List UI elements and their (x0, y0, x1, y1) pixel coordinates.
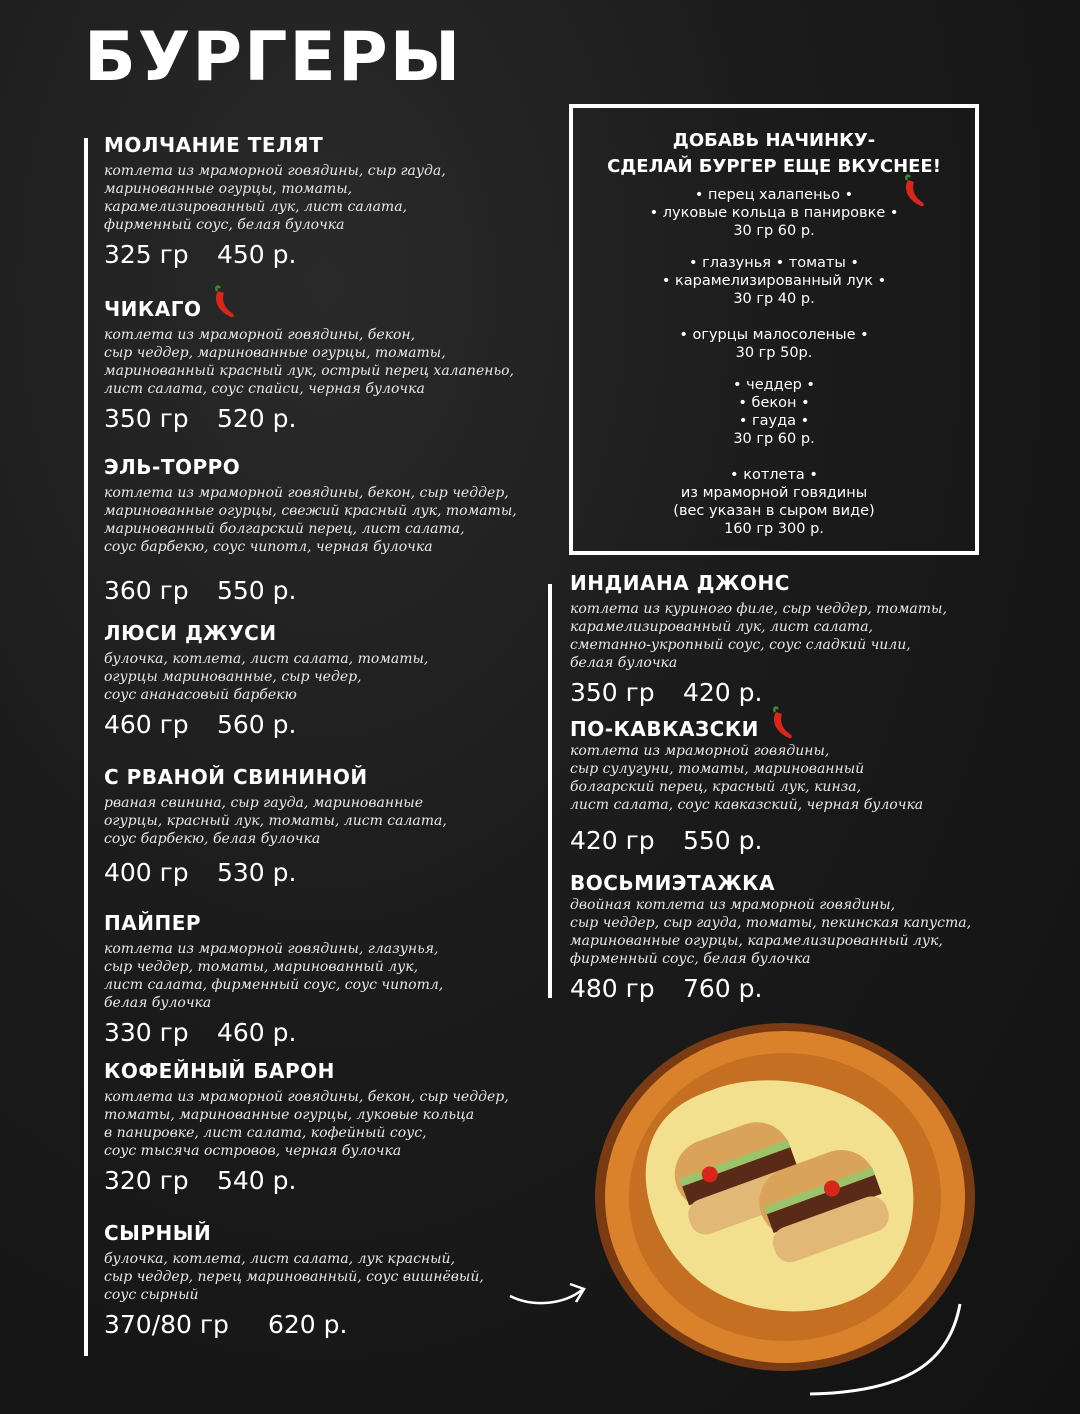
item-description: двойная котлета из мраморной говядины, сыр чеддер, сыр гауда, томаты, пекинская капуста, маринованные огурцы, карамелизированный лук, фирменный соус, белая булочка (570, 897, 972, 967)
item-name: ВОСЬМИЭТАЖКА (570, 871, 775, 895)
chili-pepper-icon (765, 706, 795, 740)
page-title: БУРГЕРЫ (84, 18, 463, 97)
item-price: 560 р. (217, 710, 297, 739)
item-price: 460 р. (217, 1018, 297, 1047)
item-price-line (104, 1312, 484, 1337)
item-price-line (570, 680, 947, 705)
menu-item-molchanie-telyat (104, 134, 446, 267)
item-weight: 420 гр (570, 826, 655, 855)
menu-item-el-torro (104, 456, 517, 603)
decorative-swoosh (800, 1300, 970, 1400)
item-price: 450 р. (217, 240, 297, 269)
toppings-group: • чеддер • • бекон • • гауда • 30 гр 60 р. (733, 377, 815, 447)
item-price: 550 р. (683, 826, 763, 855)
item-price-line (104, 712, 428, 737)
item-description: булочка, котлета, лист салата, лук красный, сыр чеддер, перец маринованный, соус вишнёвый, соус сырный (104, 1251, 484, 1303)
item-weight: 360 гр (104, 576, 189, 605)
item-price: 760 р. (683, 974, 763, 1003)
item-description: рваная свинина, сыр гауда, маринованные огурцы, красный лук, томаты, лист салата, соус барбекю, белая булочка (104, 795, 447, 847)
toppings-group: • огурцы малосоленые • 30 гр 50р. (679, 327, 869, 361)
toppings-heading: ДОБАВЬ НАЧИНКУ- СДЕЛАЙ БУРГЕР ЕЩЕ ВКУСНЕЕ! (607, 130, 941, 177)
item-price: 550 р. (217, 576, 297, 605)
item-price: 530 р. (217, 858, 297, 887)
toppings-group: • глазунья • томаты • • карамелизированный лук • 30 гр 40 р. (661, 255, 887, 307)
item-price-line (570, 828, 923, 853)
item-price-line (570, 976, 971, 1001)
item-description: котлета из мраморной говядины, бекон, сыр чеддер, маринованные огурцы, свежий красный лук, томаты, маринованный болгарский перец, лист салата, соус барбекю, соус чипотл, черная булочка (104, 485, 517, 555)
item-name: СЫРНЫЙ (104, 1221, 212, 1245)
menu-item-syrny (104, 1222, 484, 1337)
item-weight: 320 гр (104, 1166, 189, 1195)
item-weight: 350 гр (104, 404, 189, 433)
item-price: 420 р. (683, 678, 763, 707)
item-price-line (104, 242, 446, 267)
item-price-line (104, 406, 514, 431)
item-description: котлета из мраморной говядины, бекон, сыр чеддер, маринованные огурцы, томаты, маринованный красный лук, острый перец халапеньо, лист салата, соус спайси, черная булочка (104, 327, 514, 397)
item-description: котлета из мраморной говядины, глазунья, сыр чеддер, томаты, маринованный лук, лист салата, фирменный соус, соус чипотл, белая булочка (104, 941, 444, 1011)
item-name: ПАЙПЕР (104, 911, 202, 935)
item-price: 540 р. (217, 1166, 297, 1195)
item-description: котлета из мраморной говядины, бекон, сыр чеддер, томаты, маринованные огурцы, луковые кольца в панировке, лист салата, кофейный соус, соус тысяча островов, черная булочка (104, 1089, 509, 1159)
menu-item-kofeyny-baron (104, 1060, 509, 1193)
menu-item-chikago (104, 284, 514, 431)
item-description: котлета из куриного филе, сыр чеддер, томаты, карамелизированный лук, лист салата, сметанно-укропный соус, соус сладкий чили, белая булочка (570, 601, 947, 671)
item-weight: 400 гр (104, 858, 189, 887)
item-weight: 370/80 гр (104, 1310, 229, 1339)
item-price-line (104, 860, 447, 885)
right-column-rule (548, 584, 552, 998)
item-name: МОЛЧАНИЕ ТЕЛЯТ (104, 133, 324, 157)
item-price: 520 р. (217, 404, 297, 433)
item-price: 620 р. (268, 1310, 348, 1339)
item-weight: 480 гр (570, 974, 655, 1003)
item-description: булочка, котлета, лист салата, томаты, огурцы маринованные, сыр чедер, соус ананасовый барбекю (104, 651, 429, 703)
menu-item-indiana-dzhons (570, 572, 947, 705)
item-price-line (104, 578, 517, 603)
curved-arrow-icon (506, 1278, 590, 1308)
item-weight: 330 гр (104, 1018, 189, 1047)
item-price-line (104, 1168, 509, 1193)
item-description: котлета из мраморной говядины, сыр сулугуни, томаты, маринованный болгарский перец, красный лук, кинза, лист салата, соус кавказский, черная булочка (570, 743, 924, 813)
toppings-group: • перец халапеньо • • луковые кольца в панировке • 30 гр 60 р. (649, 187, 899, 239)
menu-item-lyusi-dzhusi (104, 622, 428, 737)
toppings-group: • котлета • из мраморной говядины (вес указан в сыром виде) 160 гр 300 р. (673, 467, 875, 537)
item-weight: 350 гр (570, 678, 655, 707)
toppings-box (569, 104, 979, 555)
menu-item-vosmietazhka (570, 872, 971, 1001)
chili-pepper-icon (207, 285, 237, 319)
menu-item-payper (104, 912, 443, 1045)
item-name: С РВАНОЙ СВИНИНОЙ (104, 765, 368, 789)
item-weight: 325 гр (104, 240, 189, 269)
menu-item-po-kavkazski (570, 706, 923, 853)
item-name: ЧИКАГО (104, 284, 514, 320)
item-price-line (104, 1020, 443, 1045)
left-column-rule (84, 138, 88, 1356)
item-name: ИНДИАНА ДЖОНС (570, 571, 790, 595)
item-description: котлета из мраморной говядины, сыр гауда, маринованные огурцы, томаты, карамелизированный лук, лист салата, фирменный соус, белая булочка (104, 163, 446, 233)
item-name: ЭЛЬ-ТОРРО (104, 455, 241, 479)
item-name: ЛЮСИ ДЖУСИ (104, 621, 277, 645)
menu-item-s-rvanoy-svininoy (104, 766, 447, 885)
item-name: КОФЕЙНЫЙ БАРОН (104, 1059, 335, 1083)
chili-pepper-icon (897, 174, 927, 208)
item-weight: 460 гр (104, 710, 189, 739)
item-name: ПО-КАВКАЗСКИ (570, 706, 923, 740)
